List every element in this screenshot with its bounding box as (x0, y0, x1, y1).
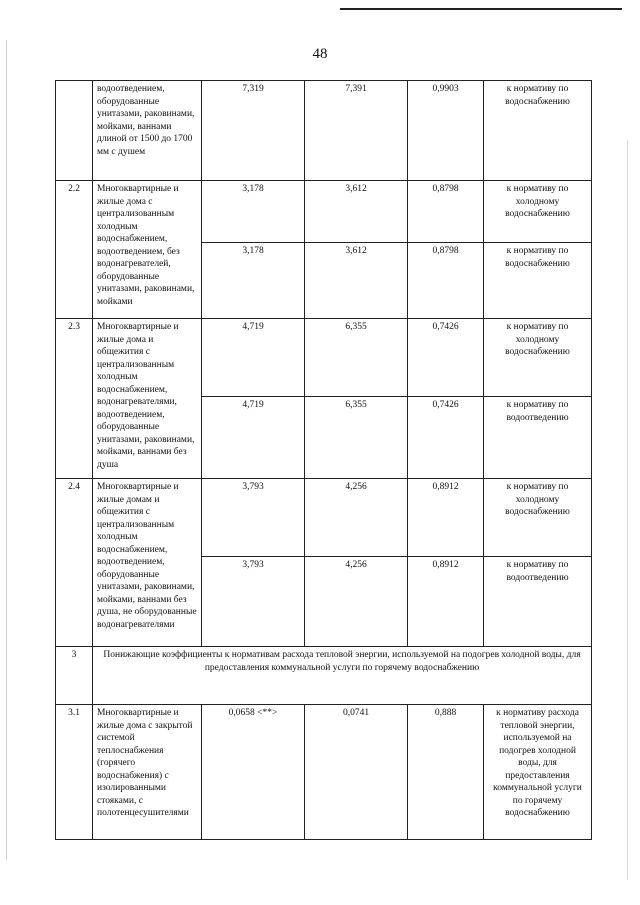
note-cell: к нормативу по холодному водоснабжению (484, 319, 592, 397)
row-number-cell: 3 (56, 647, 93, 705)
value-cell-2: 6,355 (305, 319, 408, 397)
value-cell-2: 3,612 (305, 243, 408, 319)
table-row (56, 319, 592, 397)
table-row (56, 479, 592, 557)
page-number: 48 (312, 46, 328, 62)
note-cell: к нормативу по холодному водоснабжению (484, 479, 592, 557)
value-cell-1: 0,0658 <**> (202, 705, 305, 840)
value-cell-3: 0,8798 (408, 243, 484, 319)
coefficients-table (55, 80, 592, 840)
table-row (56, 181, 592, 243)
value-cell-2: 7,391 (305, 81, 408, 181)
value-cell-3: 0,9903 (408, 81, 484, 181)
description-cell: Многоквартирные и жилые дома и общежития с централизованным холодным водоснабжением, водонагревателями, водоотведением, оборудованные унитазами, раковинами, мойками, ваннами без душа (93, 319, 202, 479)
value-cell-3: 0,7426 (408, 319, 484, 397)
row-number-cell (56, 81, 93, 181)
value-cell-2: 3,612 (305, 181, 408, 243)
value-cell-1: 3,793 (202, 557, 305, 647)
value-cell-1: 3,178 (202, 243, 305, 319)
value-cell-3: 0,7426 (408, 397, 484, 479)
value-cell-1: 4,719 (202, 319, 305, 397)
row-number-cell: 2.2 (56, 181, 93, 319)
note-cell: к нормативу по холодному водоснабжению (484, 181, 592, 243)
description-cell: Многоквартирные и жилые дома с закрытой системой теплоснабжения (горячего водоснабжения) с изолированными стояками, с полотенцесушителями (93, 705, 202, 840)
value-cell-3: 0,8798 (408, 181, 484, 243)
left-scan-margin (6, 40, 7, 860)
value-cell-3: 0,8912 (408, 557, 484, 647)
value-cell-2: 4,256 (305, 557, 408, 647)
value-cell-3: 0,888 (408, 705, 484, 840)
value-cell-2: 4,256 (305, 479, 408, 557)
right-scan-margin (627, 140, 628, 880)
row-number-cell: 2.4 (56, 479, 93, 647)
row-number-cell: 2.3 (56, 319, 93, 479)
section-heading-cell: Понижающие коэффициенты к нормативам расхода тепловой энергии, используемой на подогрев холодной воды, для предоставления коммунальной услуги по горячему водоснабжению (93, 647, 592, 705)
table-row (56, 81, 592, 181)
table-row (56, 705, 592, 840)
value-cell-1: 7,319 (202, 81, 305, 181)
note-cell: к нормативу по водоотведению (484, 557, 592, 647)
note-cell: к нормативу по водоснабжению (484, 81, 592, 181)
value-cell-2: 0,0741 (305, 705, 408, 840)
note-cell: к нормативу расхода тепловой энергии, используемой на подогрев холодной воды, для предоставления коммунальной услуги по горячему водоснабжению (484, 705, 592, 840)
description-cell: водоотведением, оборудованные унитазами, раковинами, мойками, ваннами длиной от 1500 до 1700 мм с душем (93, 81, 202, 181)
description-cell: Многоквартирные и жилые дома с централизованным холодным водоснабжением, водоотведением, без водонагревателей, оборудованные унитазами, раковинами, мойками (93, 181, 202, 319)
value-cell-2: 6,355 (305, 397, 408, 479)
note-cell: к нормативу по водоснабжению (484, 243, 592, 319)
top-border-line (340, 8, 622, 10)
row-number-cell: 3.1 (56, 705, 93, 840)
section-heading-row (56, 647, 592, 705)
value-cell-1: 4,719 (202, 397, 305, 479)
note-cell: к нормативу по водоотведению (484, 397, 592, 479)
value-cell-1: 3,178 (202, 181, 305, 243)
description-cell: Многоквартирные и жилые домам и общежития с централизованным холодным водоснабжением, водоотведением, оборудованные унитазами, раковинами, мойками, ваннами без душа, не оборудованные водонагревателями (93, 479, 202, 647)
value-cell-3: 0,8912 (408, 479, 484, 557)
value-cell-1: 3,793 (202, 479, 305, 557)
